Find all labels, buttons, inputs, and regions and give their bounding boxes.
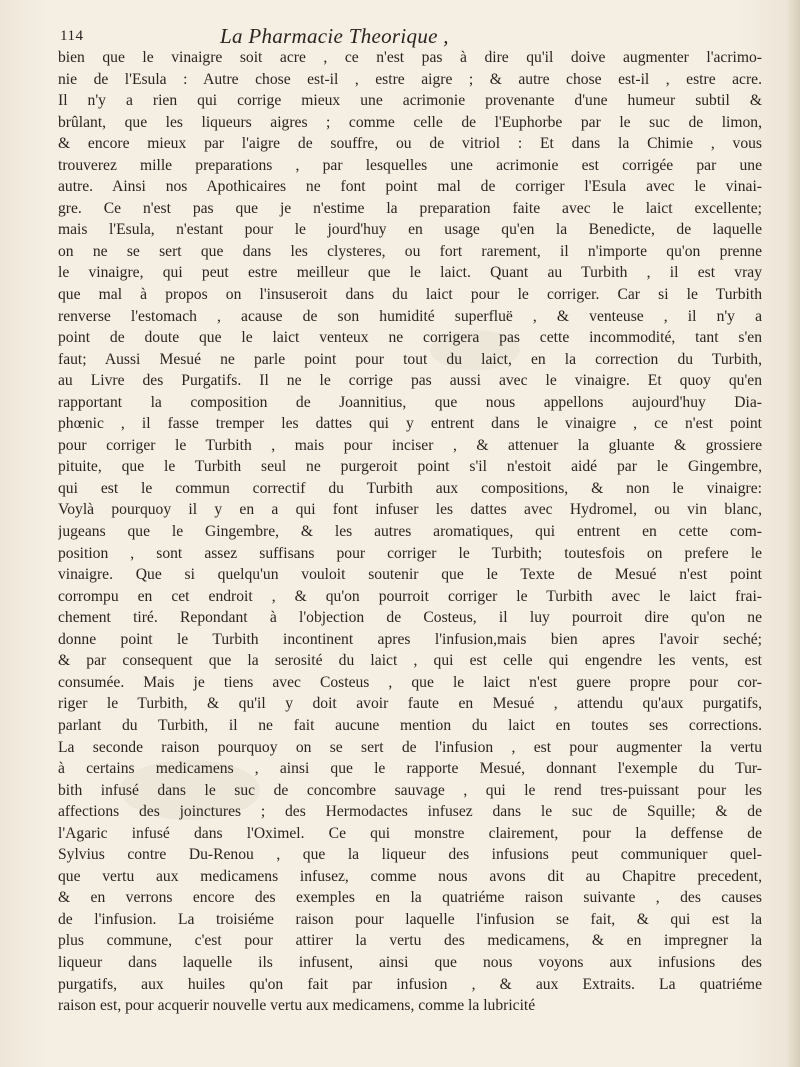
- text-line: brûlant, que les liqueurs aigres ; comme celle de l'Euphorbe par le suc de limon,: [58, 113, 762, 131]
- text-line: à certains medicamens , ainsi que le rapporte Mesué, donnant l'exemple du Tur-: [58, 760, 762, 778]
- text-line: l'Agaric infusé dans l'Oximel. Ce qui monstre clairement, pour la deffense de: [58, 824, 762, 842]
- text-line: corrompu en cet endroit , & qu'on pourroit corriger le Turbith avec le laict frai-: [58, 587, 762, 605]
- text-line: mais l'Esula, n'estant pour le jourd'huy en usage qu'en la Benedicte, de laquelle: [58, 221, 762, 239]
- text-line: donne point le Turbith incontinent apres l'infusion,mais bien apres l'avoir seché;: [58, 630, 762, 648]
- text-line: plus commune, c'est pour attirer la vertu des medicamens, & en impregner la: [58, 932, 762, 950]
- text-line: Voylà pourquoy il y en a qui font infuser les dattes avec Hydromel, ou vin blanc,: [58, 501, 762, 519]
- text-line: autre. Ainsi nos Apothicaires ne font point mal de corriger l'Esula avec le vinai-: [58, 178, 762, 196]
- text-line: de l'infusion. La troisiéme raison pour laquelle l'infusion se fait, & qui est la: [58, 910, 762, 928]
- text-line: bien que le vinaigre soit acre , ce n'est pas à dire qu'il doive augmenter l'acrimo-: [58, 49, 762, 66]
- text-line: trouverez mille preparations , par lesquelles une acrimonie est corrigée par une: [58, 156, 762, 174]
- text-line: le vinaigre, qui peut estre meilleur que le laict. Quant au Turbith , il est vray: [58, 264, 762, 282]
- text-line: pituite, que le Turbith seul ne purgeroit point s'il n'estoit aidé par le Gingembre,: [58, 458, 762, 476]
- page-number: 114: [60, 28, 84, 44]
- text-line: Sylvius contre Du-Renou , que la liqueur des infusions peut communiquer quel-: [58, 846, 762, 864]
- running-title: La Pharmacie Theorique ,: [220, 24, 449, 48]
- text-line: bith infusé dans le suc de concombre sauvage , qui le rend tres-puissant pour les: [58, 781, 762, 799]
- text-line: jugeans que le Gingembre, & les autres aromatiques, qui entrent en cette com-: [58, 523, 762, 541]
- text-line: phœnic , il fasse tremper les dattes qui y entrent dans le vinaigre , ce n'est point: [58, 415, 762, 433]
- text-line: raison est, pour acquerir nouvelle vertu aux medicamens, comme la lubricité: [58, 997, 536, 1015]
- text-line: & en verrons encore des exemples en la quatriéme raison suivante , des causes: [58, 889, 762, 907]
- text-line: parlant du Turbith, il ne fait aucune mention du laict en toutes ses corrections.: [58, 716, 762, 734]
- text-line: que mal à propos on l'insuseroit dans du laict pour le corriger. Car si le Turbith: [58, 286, 762, 304]
- text-line: pour corriger le Turbith , mais pour inciser , & attenuer la gluante & grossiere: [58, 436, 762, 454]
- text-line: liqueur dans laquelle ils infusent, ainsi que nous voyons aux infusions des: [58, 953, 762, 971]
- text-line: rapportant la composition de Joannitius, que nous appellons aujourd'huy Dia-: [58, 393, 762, 411]
- text-line: purgatifs, aux huiles qu'on fait par infusion , & aux Extraits. La quatriéme: [58, 975, 762, 993]
- text-line: & par consequent que la serosité du laict , qui est celle qui engendre les vents, est: [58, 652, 762, 670]
- body-text: [58, 47, 762, 1017]
- text-line: faut; Aussi Mesué ne parle point pour tout du laict, en la correction du Turbith,: [58, 350, 762, 368]
- text-line: riger le Turbith, & qu'il y doit avoir faute en Mesué , attendu qu'aux purgatifs,: [58, 695, 762, 713]
- text-line: & encore mieux par l'aigre de souffre, ou de vitriol : Et dans la Chimie , vous: [58, 135, 762, 153]
- text-line: chement tiré. Repondant à l'objection de Costeus, il luy pourroit dire qu'on ne: [58, 609, 762, 627]
- text-line: position , sont assez suffisans pour corriger le Turbith; toutesfois on prefere le: [58, 544, 762, 562]
- text-line: point de doute que le laict venteux ne corrigera pas cette incommodité, tant s'en: [58, 329, 762, 347]
- text-line: renverse l'estomach , acause de son humidité superfluë , & venteuse , il n'y a: [58, 307, 762, 325]
- text-line: que vertu aux medicamens infusez, comme nous avons dit au Chapitre precedent,: [58, 867, 762, 885]
- page-edge-shadow: [786, 0, 800, 1067]
- text-line: La seconde raison pourquoy on se sert de l'infusion , est pour augmenter la vertu: [58, 738, 762, 756]
- text-line: affections des joinctures ; des Hermodactes infusez dans le suc de Squille; & de: [58, 803, 762, 821]
- text-line: on ne se sert que dans les clysteres, ou fort rarement, il n'importe qu'on prenne: [58, 242, 762, 260]
- text-line: qui est le commun correctif du Turbith aux compositions, & non le vinaigre:: [58, 479, 762, 497]
- text-line: Il n'y a rien qui corrige mieux une acrimonie provenante d'une humeur subtil &: [58, 92, 762, 110]
- text-line: consumée. Mais je tiens avec Costeus , que le laict n'est guere propre pour cor-: [58, 673, 762, 691]
- text-line: vinaigre. Que si quelqu'un vouloit soutenir que le Texte de Mesué n'est point: [58, 566, 762, 584]
- text-line: nie de l'Esula : Autre chose est-il , estre aigre ; & autre chose est-il , estre acre.: [58, 70, 762, 88]
- text-line: au Livre des Purgatifs. Il ne le corrige pas aussi avec le vinaigre. Et quoy qu'en: [58, 372, 762, 390]
- text-line: gre. Ce n'est pas que je n'estime la preparation faite avec le laict excellente;: [58, 199, 762, 217]
